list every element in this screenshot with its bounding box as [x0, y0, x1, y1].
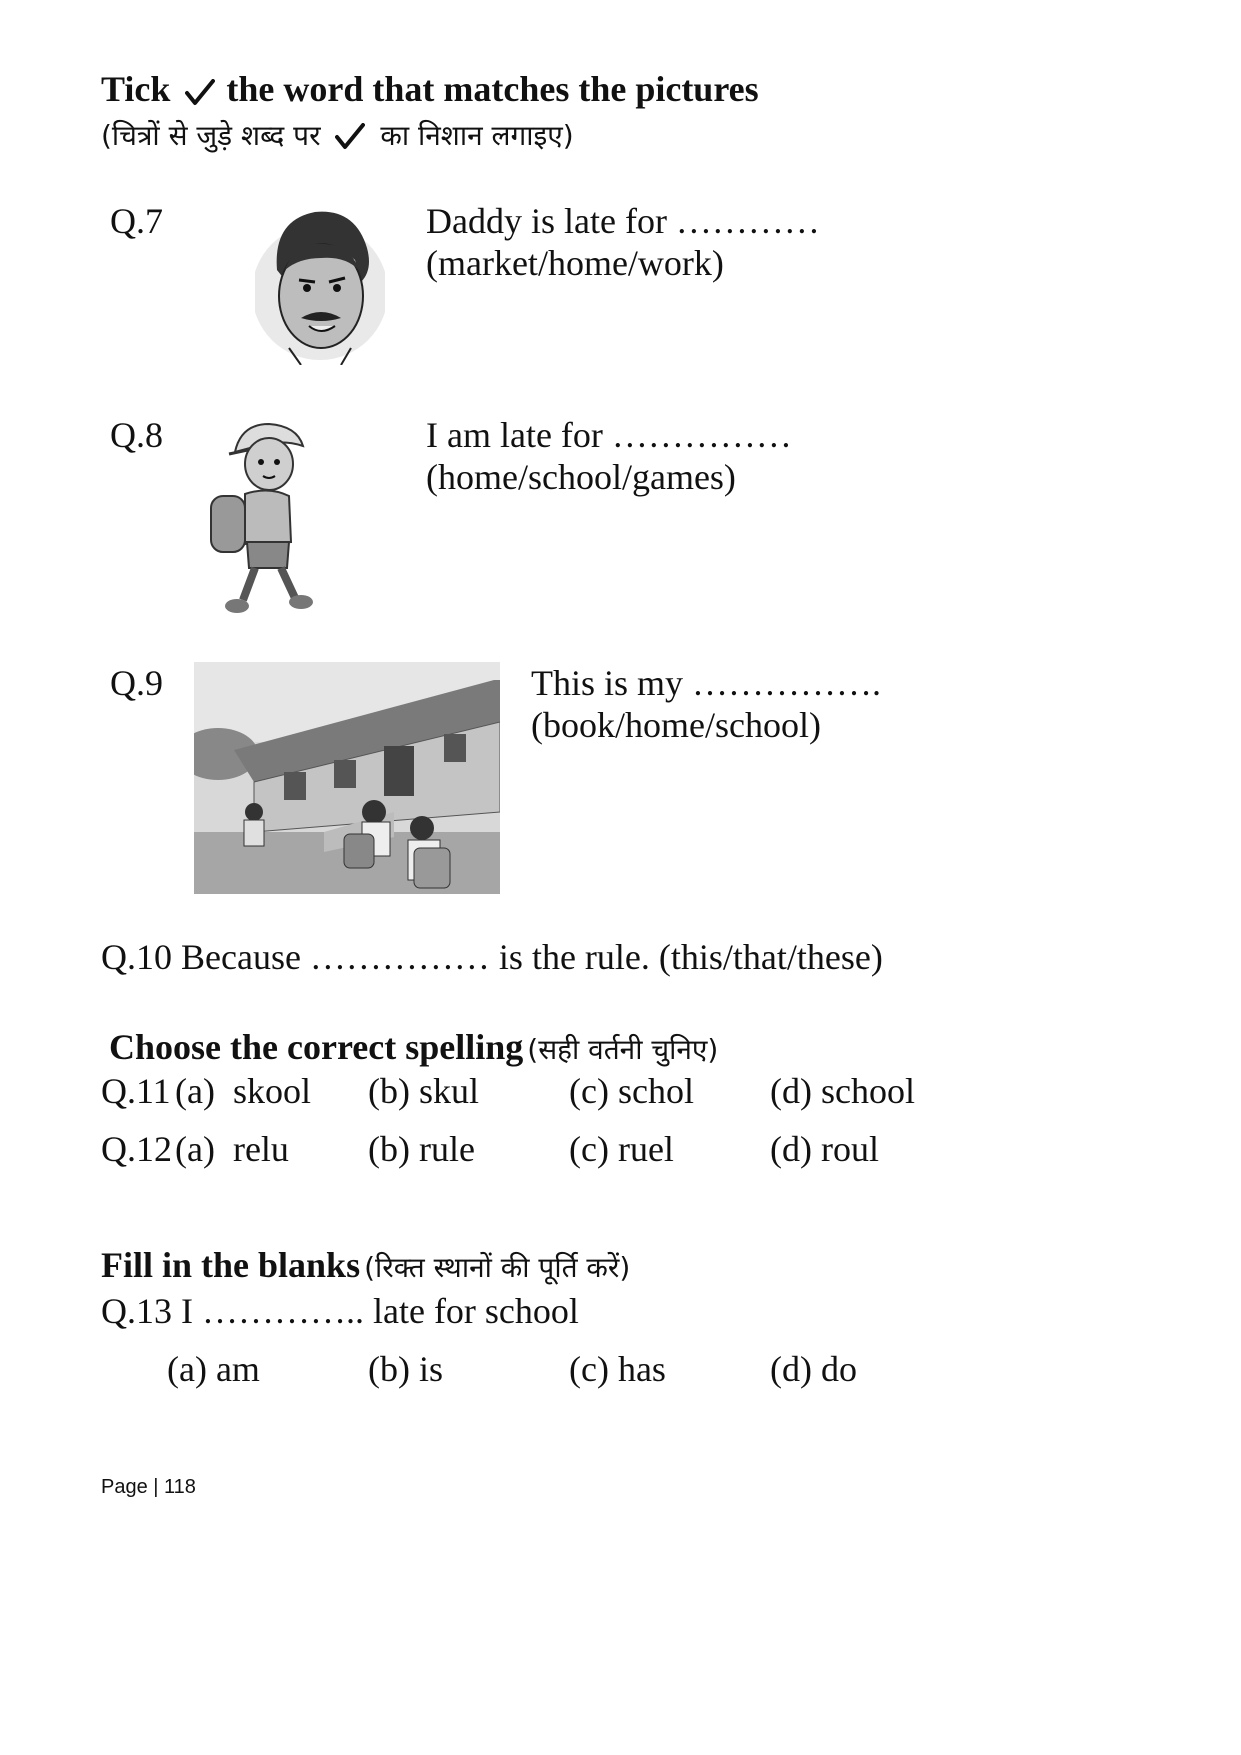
school-building-illustration: [194, 662, 500, 894]
q11-option-d: (d) school: [770, 1071, 915, 1111]
fill-blanks-heading: Fill in the blanks: [101, 1245, 361, 1285]
q13-option-d: (d) do: [770, 1349, 857, 1389]
section-heading-fill-blanks: [101, 1244, 630, 1286]
q13-option-c: (c) has: [569, 1349, 666, 1389]
q10-text: Q.10 Because …………… is the rule. (this/that/these): [101, 937, 883, 977]
subheading-prefix: (चित्रों से जुड़े शब्द पर: [101, 119, 321, 152]
q11-row: [101, 1070, 1101, 1112]
fill-blanks-heading-hindi: (रिक्त स्थानों की पूर्ति करें): [364, 1251, 631, 1284]
q9-text: [531, 662, 881, 746]
spelling-heading: Choose the correct spelling: [109, 1027, 524, 1067]
q12-option-d: (d) roul: [770, 1129, 879, 1169]
q12-option-b: (b) rule: [368, 1129, 475, 1169]
q7-line1: Daddy is late for …………: [426, 201, 820, 241]
q7-text: [426, 200, 820, 284]
section-subheading-hindi: [101, 116, 574, 154]
q13-option-a: (a) am: [167, 1349, 260, 1389]
heading-prefix: Tick: [101, 69, 171, 109]
section-heading-spelling: [109, 1026, 718, 1068]
q8-line2: (home/school/games): [426, 457, 736, 497]
q12-row: [101, 1128, 1101, 1170]
section-heading-tick: [101, 68, 759, 110]
q8-number: Q.8: [110, 415, 163, 455]
q13-option-b: (b) is: [368, 1349, 443, 1389]
q8-line1: I am late for ……………: [426, 415, 792, 455]
q11-option-c: (c) schol: [569, 1071, 694, 1111]
q12-option-c: (c) ruel: [569, 1129, 674, 1169]
q11-number: Q.11: [101, 1071, 171, 1111]
q12-number: Q.12: [101, 1129, 172, 1169]
q7-number: Q.7: [110, 201, 163, 241]
checkmark-icon: [185, 79, 215, 107]
subheading-suffix: का निशान लगाइए): [380, 119, 574, 152]
q11-option-b: (b) skul: [368, 1071, 479, 1111]
page-number: Page | 118: [101, 1476, 196, 1498]
q8-text: [426, 414, 792, 498]
q9-line2: (book/home/school): [531, 705, 821, 745]
q12-option-a: (a) relu: [175, 1129, 289, 1169]
heading-suffix: the word that matches the pictures: [226, 69, 759, 109]
q9-number: Q.9: [110, 663, 163, 703]
q11-option-a: (a) skool: [175, 1071, 311, 1111]
checkmark-icon: [335, 123, 365, 151]
q7-line2: (market/home/work): [426, 243, 724, 283]
man-face-illustration: [255, 200, 385, 365]
q9-line1: This is my …………….: [531, 663, 882, 703]
q13-options-row: [101, 1348, 1101, 1390]
schoolboy-illustration: [205, 412, 325, 617]
spelling-heading-hindi: (सही वर्तनी चुनिए): [527, 1033, 719, 1066]
q13-text: Q.13 I ………….. late for school: [101, 1291, 579, 1331]
